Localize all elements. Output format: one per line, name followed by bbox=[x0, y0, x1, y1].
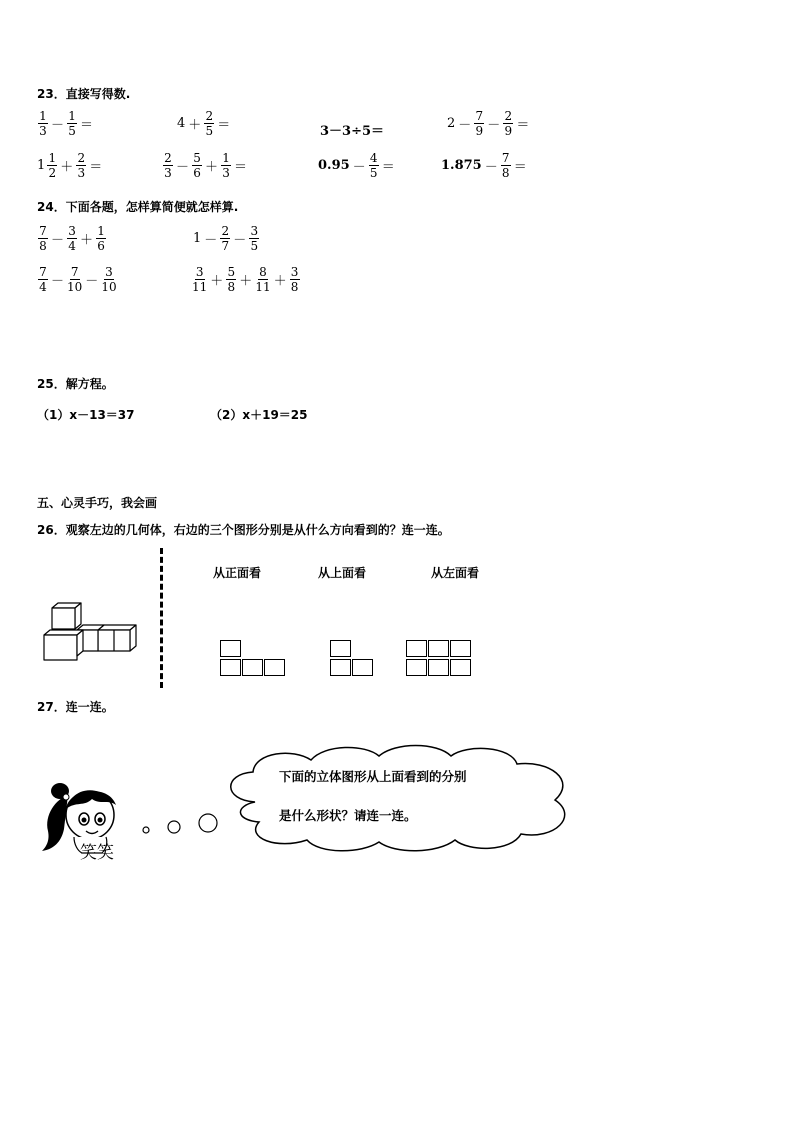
q24-problem-2: 1 － $\frac{2}{7}$ － $\frac{3}{5}$ bbox=[193, 224, 259, 253]
q25-equation-1: （1）x－13＝37 bbox=[37, 408, 135, 422]
q27-heading: 27．连一连。 bbox=[37, 700, 114, 714]
vertical-divider bbox=[160, 548, 163, 688]
fraction: $\frac{1}{3}$ bbox=[39, 109, 47, 138]
fraction: $\frac{7}{9}$ bbox=[475, 109, 484, 138]
q24-problem-1: $\frac{7}{8}$ － $\frac{3}{4}$ ＋ $\frac{1}{6}$ bbox=[39, 224, 105, 253]
fraction: $\frac{2}{5}$ bbox=[205, 109, 214, 138]
bubble-text-line-2: 是什么形状？请连一连。 bbox=[279, 808, 417, 823]
q24-problem-3: $\frac{7}{4}$ － $\frac{7}{10}$ － $\frac{3}{10}$ bbox=[39, 265, 117, 294]
fraction: $\frac{1}{6}$ bbox=[97, 224, 105, 253]
fraction: $\frac{7}{8}$ bbox=[39, 224, 47, 253]
q23-expr-7: 0.95 － $\frac{4}{5}$ ＝ bbox=[318, 151, 395, 180]
fraction: $\frac{7}{4}$ bbox=[39, 265, 47, 294]
view-label-top: 从上面看 bbox=[318, 566, 367, 580]
q24-heading: 24．下面各题，怎样算简便就怎样算. bbox=[37, 200, 239, 214]
section-5-heading: 五、心灵手巧，我会画 bbox=[37, 496, 158, 510]
q23-expr-8: 1.875 － $\frac{7}{8}$ ＝ bbox=[441, 151, 527, 180]
thought-cloud bbox=[215, 742, 585, 852]
character-name-label: 笑笑 bbox=[80, 843, 114, 863]
q23-expr-4: 2 － $\frac{7}{9}$ － $\frac{2}{9}$ ＝ bbox=[447, 109, 530, 138]
view-shape-1[interactable] bbox=[220, 640, 288, 678]
q25-heading: 25．解方程。 bbox=[37, 377, 114, 391]
q26-heading: 26．观察左边的几何体，右边的三个图形分别是从什么方向看到的？连一连。 bbox=[37, 523, 450, 537]
fraction: $\frac{5}{8}$ bbox=[227, 265, 236, 294]
fraction: $\frac{2}{3}$ bbox=[77, 151, 86, 180]
fraction: $\frac{2}{7}$ bbox=[221, 224, 230, 253]
fraction: $\frac{7}{10}$ bbox=[67, 265, 83, 294]
view-shape-3[interactable] bbox=[406, 640, 474, 678]
fraction: $\frac{8}{11}$ bbox=[255, 265, 271, 294]
q23-expr-3: 3－3÷5＝ bbox=[320, 124, 385, 139]
q23-heading: 23．直接写得数. bbox=[37, 87, 131, 101]
fraction: $\frac{7}{8}$ bbox=[501, 151, 510, 180]
fraction: $\frac{3}{11}$ bbox=[192, 265, 208, 294]
view-label-front: 从正面看 bbox=[213, 566, 262, 580]
fraction: $\frac{1}{3}$ bbox=[222, 151, 230, 180]
q24-problem-4: $\frac{3}{11}$ ＋ $\frac{5}{8}$ ＋ $\frac{8}{11}$ ＋ $\frac{3}{8}$ bbox=[192, 265, 299, 294]
fraction: $\frac{3}{8}$ bbox=[290, 265, 299, 294]
fraction: $\frac{1}{5}$ bbox=[68, 109, 76, 138]
bubble-text-line-1: 下面的立体图形从上面看到的分别 bbox=[279, 769, 467, 784]
thought-dots bbox=[138, 810, 220, 838]
view-shape-2[interactable] bbox=[330, 640, 376, 678]
fraction: $\frac{5}{6}$ bbox=[193, 151, 201, 180]
fraction: $\frac{3}{10}$ bbox=[101, 265, 117, 294]
fraction: $\frac{1}{2}$ bbox=[48, 151, 57, 180]
fraction: $\frac{2}{3}$ bbox=[164, 151, 172, 180]
cube-solid-figure bbox=[40, 600, 142, 664]
q23-expr-2: 4 ＋ $\frac{2}{5}$ ＝ bbox=[177, 109, 231, 138]
view-label-left: 从左面看 bbox=[431, 566, 480, 580]
fraction: $\frac{4}{5}$ bbox=[369, 151, 378, 180]
fraction: $\frac{3}{4}$ bbox=[68, 224, 76, 253]
q25-equation-2: （2）x＋19＝25 bbox=[210, 408, 308, 422]
fraction: $\frac{3}{5}$ bbox=[250, 224, 259, 253]
q23-expr-1: $\frac{1}{3}$ － $\frac{1}{5}$ ＝ bbox=[39, 109, 94, 138]
q23-expr-6: $\frac{2}{3}$ － $\frac{5}{6}$ ＋ $\frac{1}{3}$ ＝ bbox=[164, 151, 248, 180]
fraction: $\frac{2}{9}$ bbox=[504, 109, 513, 138]
q23-expr-5: 1 $\frac{1}{2}$ ＋ $\frac{2}{3}$ ＝ bbox=[37, 151, 103, 180]
